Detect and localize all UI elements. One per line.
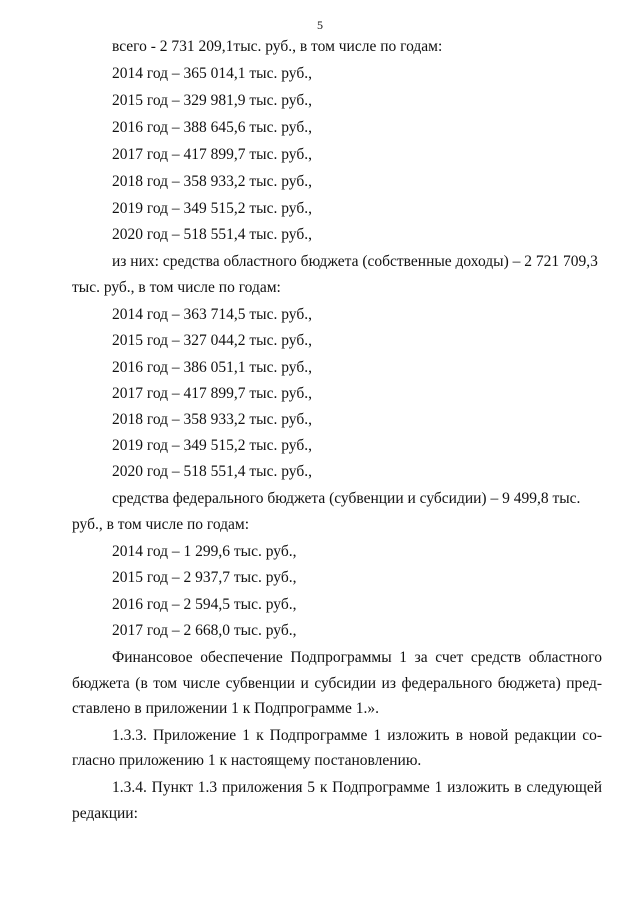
- financing-paragraph-line-3: ставлено в приложении 1 к Подпрограмме 1.».: [72, 700, 379, 717]
- year-line: 2017 год – 2 668,0 тыс. руб.,: [112, 622, 297, 639]
- year-line: 2015 год – 329 981,9 тыс. руб.,: [112, 92, 312, 109]
- year-line: 2014 год – 363 714,5 тыс. руб.,: [112, 306, 312, 323]
- year-line: 2016 год – 2 594,5 тыс. руб.,: [112, 596, 297, 613]
- financing-paragraph-line-2: бюджета (в том числе субвенции и субсидии из федерального бюджета) пред-: [72, 675, 602, 692]
- financing-paragraph-line-1: Финансовое обеспечение Подпрограммы 1 за счет средств областного: [112, 649, 602, 666]
- year-line: 2020 год – 518 551,4 тыс. руб.,: [112, 463, 312, 480]
- year-line: 2015 год – 2 937,7 тыс. руб.,: [112, 569, 297, 586]
- year-line: 2016 год – 386 051,1 тыс. руб.,: [112, 359, 312, 376]
- clause-1-3-4-line-1: 1.3.4. Пункт 1.3 приложения 5 к Подпрограмме 1 изложить в следующей: [112, 779, 602, 796]
- clause-1-3-3-line-1: 1.3.3. Приложение 1 к Подпрограмме 1 изложить в новой редакции со-: [112, 727, 602, 744]
- federal-budget-line-cont: руб., в том числе по годам:: [72, 516, 250, 533]
- year-line: 2020 год – 518 551,4 тыс. руб.,: [112, 226, 312, 243]
- year-line: 2017 год – 417 899,7 тыс. руб.,: [112, 385, 312, 402]
- year-line: 2014 год – 365 014,1 тыс. руб.,: [112, 65, 312, 82]
- clause-1-3-4-line-2: редакции:: [72, 805, 138, 822]
- clause-1-3-3-line-2: гласно приложению 1 к настоящему постановлению.: [72, 752, 422, 769]
- year-line: 2015 год – 327 044,2 тыс. руб.,: [112, 332, 312, 349]
- year-line: 2016 год – 388 645,6 тыс. руб.,: [112, 119, 312, 136]
- year-line: 2018 год – 358 933,2 тыс. руб.,: [112, 173, 312, 190]
- federal-budget-line: средства федерального бюджета (субвенции и субсидии) – 9 499,8 тыс.: [112, 490, 581, 507]
- regional-budget-line-cont: тыс. руб., в том числе по годам:: [72, 279, 281, 296]
- year-line: 2019 год – 349 515,2 тыс. руб.,: [112, 200, 312, 217]
- year-line: 2019 год – 349 515,2 тыс. руб.,: [112, 437, 312, 454]
- year-line: 2017 год – 417 899,7 тыс. руб.,: [112, 146, 312, 163]
- year-line: 2014 год – 1 299,6 тыс. руб.,: [112, 543, 297, 560]
- regional-budget-line: из них: средства областного бюджета (собственные доходы) – 2 721 709,3: [112, 253, 598, 270]
- total-funding-line: всего - 2 731 209,1тыс. руб., в том числе по годам:: [112, 38, 443, 55]
- page-number: 5: [317, 18, 323, 32]
- year-line: 2018 год – 358 933,2 тыс. руб.,: [112, 411, 312, 428]
